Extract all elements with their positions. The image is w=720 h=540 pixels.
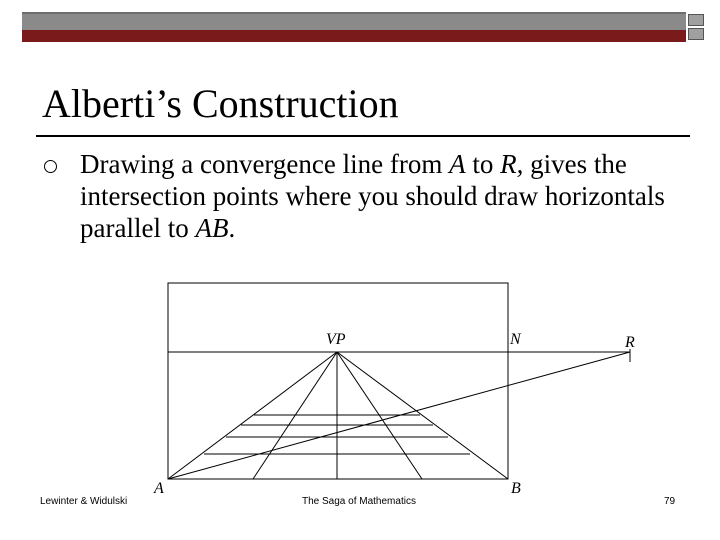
picture-frame xyxy=(168,283,508,479)
convergence-line xyxy=(168,352,630,479)
r-label: R xyxy=(625,334,635,351)
footer-book-title: The Saga of Mathematics xyxy=(302,496,416,507)
bullet-text: Drawing a convergence line from A to R, gives the intersection points where you should draw horizontals parallel to AB. xyxy=(80,149,665,243)
vp-label: VP xyxy=(326,331,346,348)
slide-title: Alberti’s Construction xyxy=(42,81,399,126)
page-number: 79 xyxy=(664,496,676,507)
footer-authors: Lewinter & Widulski xyxy=(40,496,128,507)
n-label: N xyxy=(510,331,521,348)
a-label: A xyxy=(154,480,164,497)
b-label: B xyxy=(511,480,521,497)
